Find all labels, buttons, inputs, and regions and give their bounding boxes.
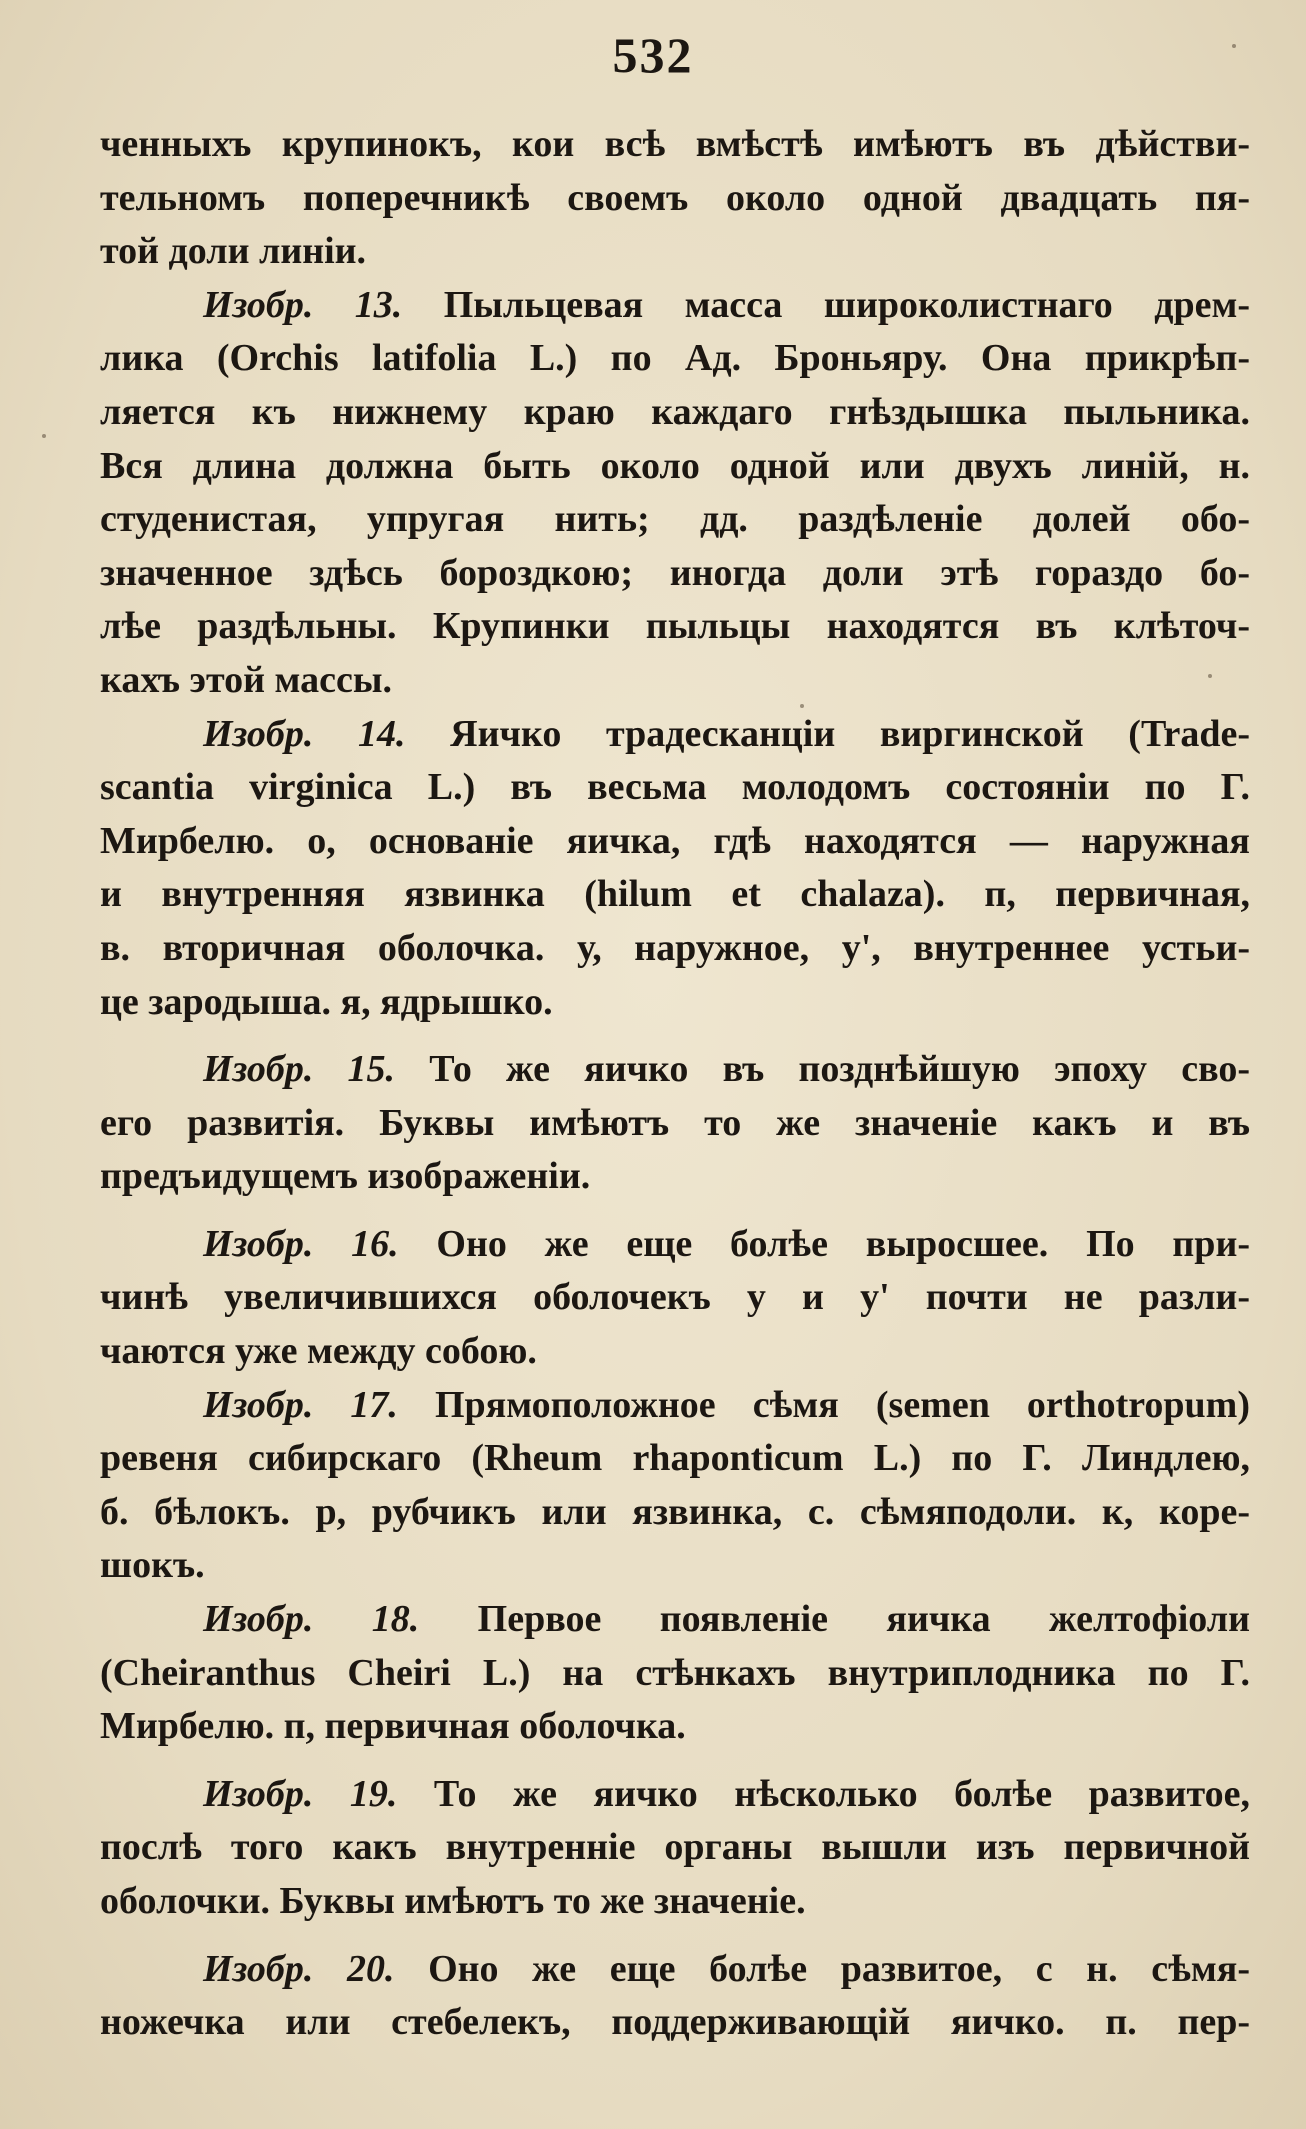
figure-reference: Изобр. 14. <box>203 712 406 755</box>
line-text: (Cheiranthus Cheiri L.) на стѣнкахъ внутриплодника по Г. <box>100 1651 1250 1694</box>
paper-speck <box>42 434 46 438</box>
line-text: Оно же еще болѣе выросшее. По при- <box>398 1222 1250 1265</box>
figure-reference: Изобр. 20. <box>203 1947 395 1990</box>
figure-reference: Изобр. 17. <box>203 1383 398 1426</box>
text-line <box>100 1539 1250 1593</box>
text-line <box>100 1875 1250 1929</box>
text-line <box>100 868 1250 922</box>
line-text: его развитія. Буквы имѣютъ то же значеніе какъ и въ <box>100 1101 1250 1144</box>
line-text: ченныхъ крупинокъ, кои всѣ вмѣстѣ имѣютъ въ дѣйстви- <box>100 123 1250 165</box>
text-line <box>100 386 1250 440</box>
line-text: це зародыша. я, ядрышко. <box>100 980 553 1023</box>
figure-reference: Изобр. 18. <box>203 1598 420 1641</box>
figure-reference: Изобр. 15. <box>203 1048 396 1091</box>
text-line <box>100 1218 1250 1272</box>
line-text: б. бѣлокъ. р, рубчикъ или язвинка, с. сѣмяподоли. к, коре- <box>100 1490 1250 1533</box>
text-line <box>100 1379 1250 1433</box>
line-text: чаются уже между собою. <box>100 1330 537 1373</box>
line-text: Первое появленіе яичка желтофіоли <box>419 1598 1250 1641</box>
line-text: То же яичко въ позднѣйшую эпоху сво- <box>395 1048 1250 1091</box>
line-text: студенистая, упругая нить; дд. раздѣленіе долей обо- <box>100 498 1250 541</box>
line-text: предъидущемъ изображеніи. <box>100 1155 591 1198</box>
text-line <box>100 547 1250 601</box>
text-line <box>100 225 1250 279</box>
line-text: кахъ этой массы. <box>100 658 393 701</box>
text-line <box>100 279 1250 333</box>
line-text: ляется къ нижнему краю каждаго гнѣздышка пыльника. <box>100 390 1250 433</box>
line-text: и внутренняя язвинка (hilum et chalaza). п, первичная, <box>100 873 1250 916</box>
text-line <box>100 1593 1250 1647</box>
text-line <box>100 332 1250 386</box>
line-text: Пыльцевая масса широколистнаго дрем- <box>402 283 1250 326</box>
text-line <box>100 1271 1250 1325</box>
text-line <box>100 708 1250 762</box>
text-line <box>100 1821 1250 1875</box>
paper-speck <box>1208 674 1212 678</box>
text-line <box>100 1097 1250 1151</box>
line-text: той доли линіи. <box>100 230 367 273</box>
paper-speck <box>800 704 804 708</box>
line-text: Прямоположное сѣмя (semen orthotropum) <box>397 1383 1250 1426</box>
text-line <box>100 1996 1250 2050</box>
line-text: Яичко традесканціи виргинской (Trade- <box>405 712 1250 755</box>
figure-reference: Изобр. 13. <box>203 283 403 326</box>
text-line <box>100 118 1250 172</box>
line-text: scantia virginica L.) въ весьма молодомъ состояніи по Г. <box>100 766 1250 809</box>
text-line <box>100 1043 1250 1097</box>
text-line <box>100 1325 1250 1379</box>
line-text: оболочки. Буквы имѣютъ то же значеніе. <box>100 1880 806 1922</box>
line-text: лѣе раздѣльны. Крупинки пыльцы находятся въ клѣточ- <box>100 605 1250 648</box>
line-text: тельномъ поперечникѣ своемъ около одной двадцать пя- <box>100 176 1250 219</box>
body-text <box>100 118 1250 2050</box>
line-text: послѣ того какъ внутренніе органы вышли изъ первичной <box>100 1826 1250 1869</box>
line-text: ножечка или стебелекъ, поддерживающій яичко. п. пер- <box>100 2001 1250 2044</box>
text-line <box>100 440 1250 494</box>
text-line <box>100 815 1250 869</box>
line-text: шокъ. <box>100 1544 205 1587</box>
line-text: Мирбелю. п, первичная оболочка. <box>100 1705 686 1748</box>
line-text: ревеня сибирскаго (Rheum rhaponticum L.) по Г. Линдлею, <box>100 1437 1250 1480</box>
line-text: чинѣ увеличившихся оболочекъ у и у' почти не разли- <box>100 1276 1250 1319</box>
line-text: лика (Orchis latifolia L.) по Ад. Броньяру. Она прикрѣп- <box>100 337 1250 380</box>
line-text: в. вторичная оболочка. у, наружное, у', внутреннее устьи- <box>100 926 1250 969</box>
text-line <box>100 1768 1250 1822</box>
line-text: значенное здѣсь бороздкою; иногда доли этѣ гораздо бо- <box>100 551 1250 594</box>
text-line <box>100 600 1250 654</box>
text-line <box>100 172 1250 226</box>
text-line <box>100 761 1250 815</box>
line-text: То же яичко нѣсколько болѣе развитое, <box>397 1772 1250 1815</box>
text-line <box>100 1486 1250 1540</box>
text-line <box>100 1700 1250 1754</box>
page-number: 532 <box>612 27 694 83</box>
paper-speck <box>1232 44 1236 48</box>
text-line <box>100 1647 1250 1701</box>
figure-reference: Изобр. 16. <box>203 1222 399 1265</box>
text-line <box>100 922 1250 976</box>
text-line <box>100 654 1250 708</box>
line-text: Оно же еще болѣе развитое, с н. сѣмя- <box>394 1947 1250 1990</box>
line-text: Мирбелю. о, основаніе яичка, гдѣ находятся — наружная <box>100 819 1250 862</box>
figure-reference: Изобр. 19. <box>203 1772 398 1815</box>
line-text: Вся длина должна быть около одной или двухъ линій, н. <box>100 444 1250 487</box>
text-line <box>100 1432 1250 1486</box>
text-line <box>100 1943 1250 1997</box>
text-line <box>100 976 1250 1030</box>
text-line <box>100 1150 1250 1204</box>
text-line <box>100 493 1250 547</box>
